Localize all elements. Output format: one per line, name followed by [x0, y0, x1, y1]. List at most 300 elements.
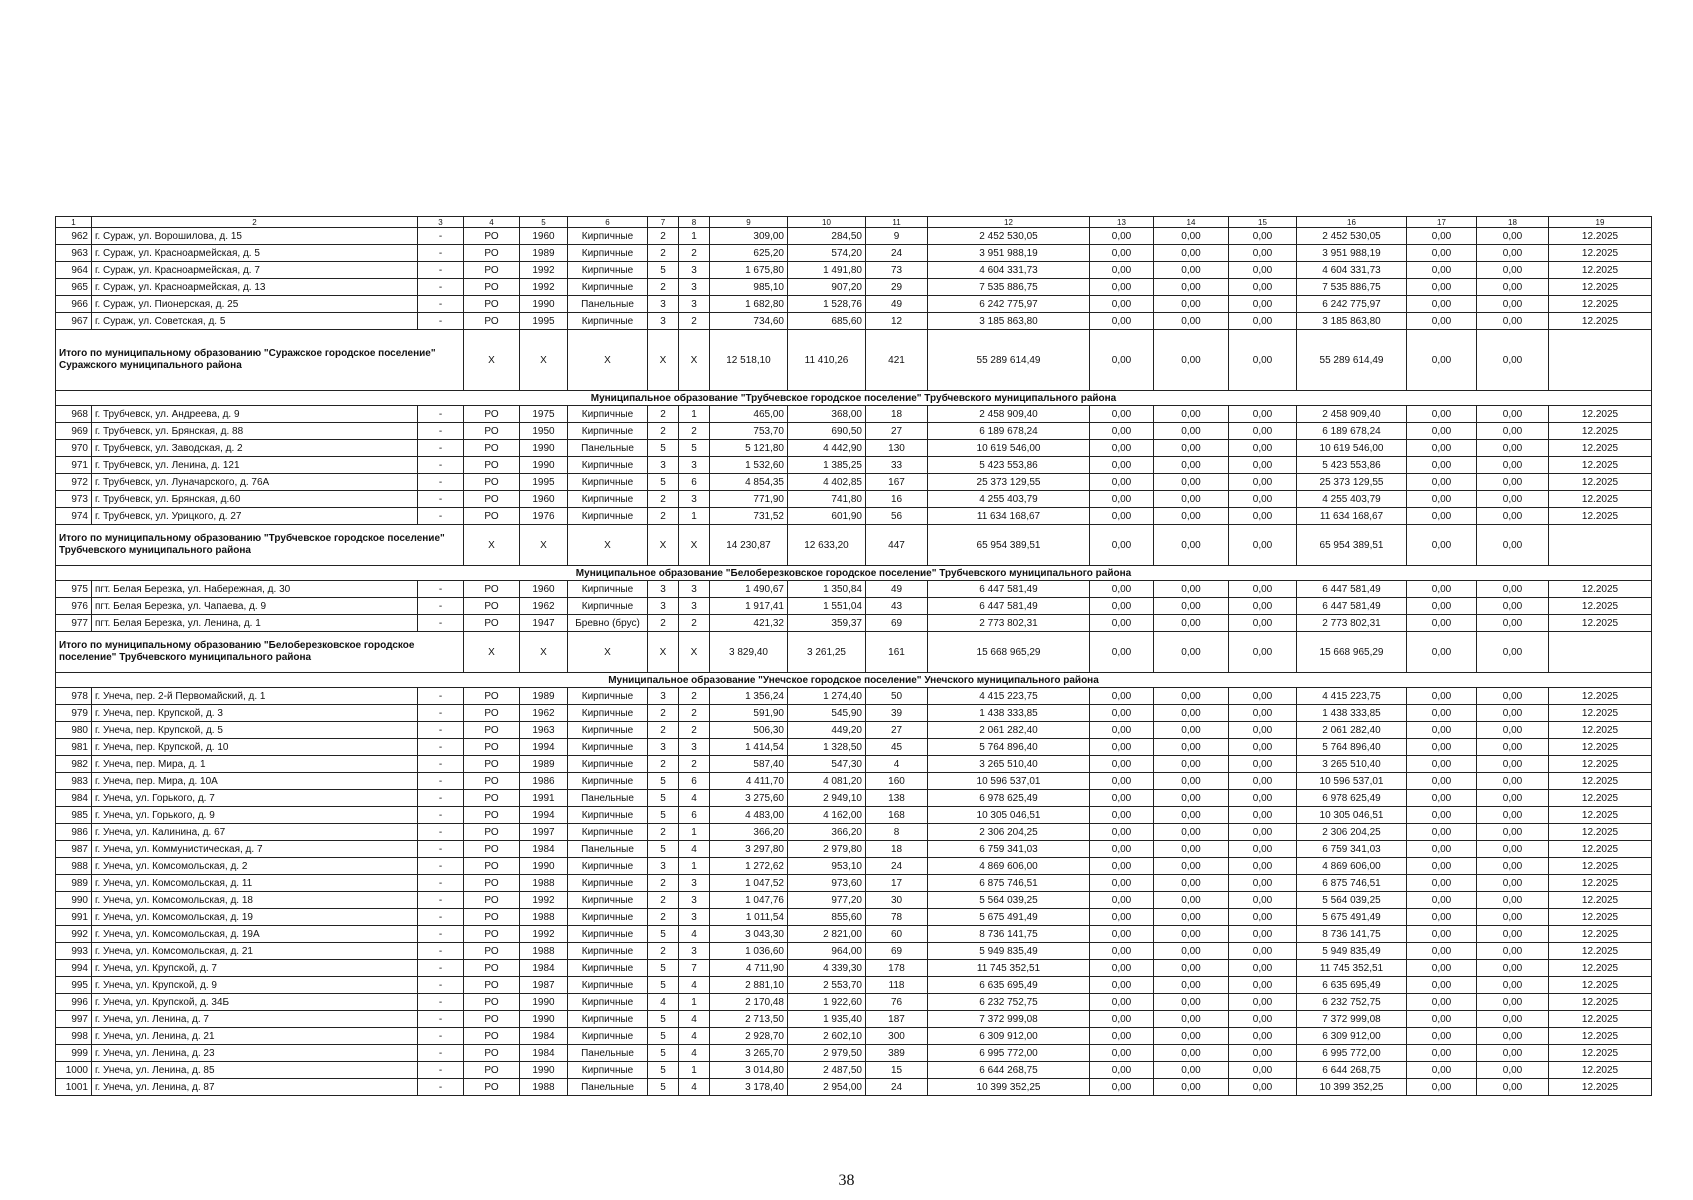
total-area-cell: 465,00 — [710, 406, 788, 423]
wall-material-cell: Кирпичные — [568, 1062, 648, 1079]
wall-material-cell: Панельные — [568, 841, 648, 858]
floors-cell: 2 — [648, 406, 679, 423]
col14-cell: 0,00 — [1154, 994, 1229, 1011]
entrances-cell: 4 — [679, 926, 710, 943]
col4-cell: РО — [464, 598, 520, 615]
col15-cell: 0,00 — [1229, 722, 1297, 739]
col17-cell: 0,00 — [1407, 296, 1477, 313]
col16-cell: 3 265 510,40 — [1297, 756, 1407, 773]
cost-cell: 5 949 835,49 — [928, 943, 1090, 960]
floors-cell: 5 — [648, 926, 679, 943]
col16-cell: 4 869 606,00 — [1297, 858, 1407, 875]
entrances-cell: 4 — [679, 790, 710, 807]
year-cell: 1994 — [520, 807, 568, 824]
column-number: 18 — [1477, 217, 1549, 228]
wall-material-cell: Кирпичные — [568, 406, 648, 423]
col3-cell: - — [418, 824, 464, 841]
col18-cell: 0,00 — [1477, 440, 1549, 457]
floors-cell: 5 — [648, 440, 679, 457]
date-cell — [1549, 330, 1652, 391]
col16-cell: 6 644 268,75 — [1297, 1062, 1407, 1079]
col4-cell: РО — [464, 406, 520, 423]
table-row — [56, 790, 1652, 807]
floors-cell: 2 — [648, 423, 679, 440]
col4-cell: РО — [464, 313, 520, 330]
entrances-cell: 1 — [679, 824, 710, 841]
col18-cell: 0,00 — [1477, 423, 1549, 440]
address-cell: г. Унеча, ул. Горького, д. 7 — [92, 790, 418, 807]
cost-cell: 2 306 204,25 — [928, 824, 1090, 841]
subtotal-row — [56, 632, 1652, 673]
residential-area-cell: 2 553,70 — [788, 977, 866, 994]
col4-cell: РО — [464, 1062, 520, 1079]
col3-cell: - — [418, 960, 464, 977]
col3-cell: - — [418, 296, 464, 313]
year-cell: 1984 — [520, 1045, 568, 1062]
col4-cell: РО — [464, 508, 520, 525]
date-cell: 12.2025 — [1549, 926, 1652, 943]
col17-cell: 0,00 — [1407, 440, 1477, 457]
column-number: 9 — [710, 217, 788, 228]
year-cell: 1992 — [520, 892, 568, 909]
col3-cell: - — [418, 228, 464, 245]
col3-cell: - — [418, 841, 464, 858]
col3-cell: - — [418, 598, 464, 615]
col13-cell: 0,00 — [1090, 581, 1154, 598]
table-row — [56, 977, 1652, 994]
residential-area-cell: 2 487,50 — [788, 1062, 866, 1079]
residential-area-cell: 359,37 — [788, 615, 866, 632]
col16-cell: 5 564 039,25 — [1297, 892, 1407, 909]
year-cell: 1987 — [520, 977, 568, 994]
column-number: 1 — [56, 217, 92, 228]
col17-cell: 0,00 — [1407, 474, 1477, 491]
address-cell: г. Трубчевск, ул. Андреева, д. 9 — [92, 406, 418, 423]
col14-cell: 0,00 — [1154, 245, 1229, 262]
residential-area-cell: 2 949,10 — [788, 790, 866, 807]
col14-cell: 0,00 — [1154, 406, 1229, 423]
year-cell: 1990 — [520, 1011, 568, 1028]
row-number: 999 — [56, 1045, 92, 1062]
residents-cell: 421 — [866, 330, 928, 391]
subtotal-row — [56, 330, 1652, 391]
wall-material-cell: Панельные — [568, 296, 648, 313]
col18-cell: 0,00 — [1477, 1079, 1549, 1096]
floors-cell: 5 — [648, 1011, 679, 1028]
entrances-cell: 2 — [679, 423, 710, 440]
cost-cell: 6 759 341,03 — [928, 841, 1090, 858]
section-title: Муниципальное образование "Белоберезковское городское поселение" Трубчевского муниципального района — [56, 566, 1652, 581]
wall-material-cell: Кирпичные — [568, 688, 648, 705]
row-number: 973 — [56, 491, 92, 508]
residents-cell: 24 — [866, 1079, 928, 1096]
cost-cell: 6 995 772,00 — [928, 1045, 1090, 1062]
wall-material-cell: Кирпичные — [568, 245, 648, 262]
col4-cell: РО — [464, 688, 520, 705]
col13-cell: 0,00 — [1090, 994, 1154, 1011]
year-cell: 1992 — [520, 262, 568, 279]
residents-cell: 29 — [866, 279, 928, 296]
col13-cell: 0,00 — [1090, 909, 1154, 926]
col17-cell: 0,00 — [1407, 790, 1477, 807]
entrances-cell: 3 — [679, 457, 710, 474]
cost-cell: 5 675 491,49 — [928, 909, 1090, 926]
col14-cell: 0,00 — [1154, 926, 1229, 943]
address-cell: г. Унеча, ул. Ленина, д. 85 — [92, 1062, 418, 1079]
col17-cell: 0,00 — [1407, 994, 1477, 1011]
col13-cell: 0,00 — [1090, 773, 1154, 790]
col16-cell: 2 452 530,05 — [1297, 228, 1407, 245]
row-number: 998 — [56, 1028, 92, 1045]
col17-cell: 0,00 — [1407, 491, 1477, 508]
row-number: 968 — [56, 406, 92, 423]
residential-area-cell: 964,00 — [788, 943, 866, 960]
address-cell: г. Унеча, пер. 2-й Первомайский, д. 1 — [92, 688, 418, 705]
total-area-cell: 5 121,80 — [710, 440, 788, 457]
year-cell: 1989 — [520, 756, 568, 773]
residents-cell: 30 — [866, 892, 928, 909]
address-cell: г. Унеча, ул. Комсомольская, д. 19А — [92, 926, 418, 943]
col16-cell: 5 949 835,49 — [1297, 943, 1407, 960]
col3-cell: - — [418, 406, 464, 423]
date-cell: 12.2025 — [1549, 423, 1652, 440]
address-cell: пгт. Белая Березка, ул. Набережная, д. 30 — [92, 581, 418, 598]
wall-material-cell: Кирпичные — [568, 858, 648, 875]
col15-cell: 0,00 — [1229, 1028, 1297, 1045]
table-row — [56, 440, 1652, 457]
col18-cell: 0,00 — [1477, 756, 1549, 773]
col15-cell: 0,00 — [1229, 525, 1297, 566]
row-number: 977 — [56, 615, 92, 632]
address-cell: г. Сураж, ул. Пионерская, д. 25 — [92, 296, 418, 313]
table-row — [56, 892, 1652, 909]
residential-area-cell: 1 528,76 — [788, 296, 866, 313]
col13-cell: 0,00 — [1090, 598, 1154, 615]
floors-cell: X — [648, 330, 679, 391]
table-row — [56, 705, 1652, 722]
address-cell: г. Унеча, ул. Крупской, д. 7 — [92, 960, 418, 977]
col13-cell: 0,00 — [1090, 279, 1154, 296]
floors-cell: 3 — [648, 296, 679, 313]
residential-area-cell: 685,60 — [788, 313, 866, 330]
column-number: 14 — [1154, 217, 1229, 228]
cost-cell: 10 619 546,00 — [928, 440, 1090, 457]
col13-cell: 0,00 — [1090, 508, 1154, 525]
col3-cell: - — [418, 875, 464, 892]
residential-area-cell: 368,00 — [788, 406, 866, 423]
col3-cell: - — [418, 739, 464, 756]
total-area-cell: 1 682,80 — [710, 296, 788, 313]
section-header-row — [56, 391, 1652, 406]
cost-cell: 2 458 909,40 — [928, 406, 1090, 423]
col16-cell: 3 185 863,80 — [1297, 313, 1407, 330]
residential-area-cell: 4 402,85 — [788, 474, 866, 491]
address-cell: г. Трубчевск, ул. Луначарского, д. 76А — [92, 474, 418, 491]
floors-cell: 4 — [648, 994, 679, 1011]
col14-cell: 0,00 — [1154, 279, 1229, 296]
col4-cell: РО — [464, 943, 520, 960]
cost-cell: 6 875 746,51 — [928, 875, 1090, 892]
col17-cell: 0,00 — [1407, 615, 1477, 632]
col3-cell: - — [418, 245, 464, 262]
address-cell: г. Унеча, ул. Комсомольская, д. 18 — [92, 892, 418, 909]
col13-cell: 0,00 — [1090, 440, 1154, 457]
wall-material-cell: Кирпичные — [568, 773, 648, 790]
col18-cell: 0,00 — [1477, 508, 1549, 525]
date-cell: 12.2025 — [1549, 1079, 1652, 1096]
year-cell: 1986 — [520, 773, 568, 790]
residents-cell: 27 — [866, 722, 928, 739]
col14-cell: 0,00 — [1154, 440, 1229, 457]
col14-cell: 0,00 — [1154, 841, 1229, 858]
entrances-cell: 2 — [679, 245, 710, 262]
date-cell: 12.2025 — [1549, 228, 1652, 245]
table-row — [56, 756, 1652, 773]
col16-cell: 2 458 909,40 — [1297, 406, 1407, 423]
subtotal-row — [56, 525, 1652, 566]
col15-cell: 0,00 — [1229, 615, 1297, 632]
col14-cell: 0,00 — [1154, 330, 1229, 391]
address-cell: г. Унеча, ул. Крупской, д. 9 — [92, 977, 418, 994]
col14-cell: 0,00 — [1154, 423, 1229, 440]
col13-cell: 0,00 — [1090, 491, 1154, 508]
col15-cell: 0,00 — [1229, 330, 1297, 391]
date-cell: 12.2025 — [1549, 279, 1652, 296]
entrances-cell: 2 — [679, 722, 710, 739]
col15-cell: 0,00 — [1229, 977, 1297, 994]
date-cell: 12.2025 — [1549, 508, 1652, 525]
residents-cell: 69 — [866, 943, 928, 960]
address-cell: г. Унеча, ул. Ленина, д. 87 — [92, 1079, 418, 1096]
col3-cell: - — [418, 994, 464, 1011]
col15-cell: 0,00 — [1229, 491, 1297, 508]
col14-cell: 0,00 — [1154, 875, 1229, 892]
row-number: 996 — [56, 994, 92, 1011]
cost-cell: 6 309 912,00 — [928, 1028, 1090, 1045]
col15-cell: 0,00 — [1229, 508, 1297, 525]
residential-area-cell: 574,20 — [788, 245, 866, 262]
col15-cell: 0,00 — [1229, 1011, 1297, 1028]
total-area-cell: 1 532,60 — [710, 457, 788, 474]
col3-cell: - — [418, 423, 464, 440]
residents-cell: 300 — [866, 1028, 928, 1045]
year-cell: 1990 — [520, 1062, 568, 1079]
row-number: 986 — [56, 824, 92, 841]
entrances-cell: 6 — [679, 773, 710, 790]
table-row — [56, 1062, 1652, 1079]
residents-cell: 8 — [866, 824, 928, 841]
address-cell: г. Сураж, ул. Красноармейская, д. 5 — [92, 245, 418, 262]
total-area-cell: 591,90 — [710, 705, 788, 722]
col18-cell: 0,00 — [1477, 722, 1549, 739]
col14-cell: 0,00 — [1154, 474, 1229, 491]
residents-cell: 73 — [866, 262, 928, 279]
cost-cell: 25 373 129,55 — [928, 474, 1090, 491]
residential-area-cell: 4 442,90 — [788, 440, 866, 457]
col17-cell: 0,00 — [1407, 508, 1477, 525]
col14-cell: 0,00 — [1154, 1079, 1229, 1096]
col13-cell: 0,00 — [1090, 756, 1154, 773]
col16-cell: 55 289 614,49 — [1297, 330, 1407, 391]
col14-cell: 0,00 — [1154, 892, 1229, 909]
address-cell: г. Унеча, ул. Калинина, д. 67 — [92, 824, 418, 841]
total-area-cell: 4 411,70 — [710, 773, 788, 790]
col4-cell: РО — [464, 756, 520, 773]
col3-cell: - — [418, 313, 464, 330]
wall-material-cell: X — [568, 525, 648, 566]
year-cell: 1990 — [520, 858, 568, 875]
year-cell: 1947 — [520, 615, 568, 632]
year-cell: 1984 — [520, 960, 568, 977]
col3-cell: - — [418, 892, 464, 909]
wall-material-cell: Кирпичные — [568, 875, 648, 892]
wall-material-cell: Кирпичные — [568, 423, 648, 440]
wall-material-cell: Кирпичные — [568, 262, 648, 279]
col18-cell: 0,00 — [1477, 245, 1549, 262]
date-cell: 12.2025 — [1549, 406, 1652, 423]
section-header-row — [56, 566, 1652, 581]
table-row — [56, 245, 1652, 262]
cost-cell: 65 954 389,51 — [928, 525, 1090, 566]
col13-cell: 0,00 — [1090, 858, 1154, 875]
col14-cell: 0,00 — [1154, 262, 1229, 279]
address-cell: г. Сураж, ул. Красноармейская, д. 7 — [92, 262, 418, 279]
col4-cell: РО — [464, 581, 520, 598]
entrances-cell: 3 — [679, 943, 710, 960]
col17-cell: 0,00 — [1407, 1011, 1477, 1028]
col4-cell: РО — [464, 457, 520, 474]
col18-cell: 0,00 — [1477, 525, 1549, 566]
wall-material-cell: Панельные — [568, 440, 648, 457]
col3-cell: - — [418, 1028, 464, 1045]
row-number: 983 — [56, 773, 92, 790]
residents-cell: 78 — [866, 909, 928, 926]
col14-cell: 0,00 — [1154, 581, 1229, 598]
cost-cell: 10 399 352,25 — [928, 1079, 1090, 1096]
date-cell: 12.2025 — [1549, 841, 1652, 858]
floors-cell: 2 — [648, 705, 679, 722]
col13-cell: 0,00 — [1090, 943, 1154, 960]
col17-cell: 0,00 — [1407, 1028, 1477, 1045]
col13-cell: 0,00 — [1090, 406, 1154, 423]
total-area-cell: 3 178,40 — [710, 1079, 788, 1096]
wall-material-cell: Кирпичные — [568, 807, 648, 824]
table-row — [56, 508, 1652, 525]
col18-cell: 0,00 — [1477, 739, 1549, 756]
table-row — [56, 313, 1652, 330]
total-area-cell: 731,52 — [710, 508, 788, 525]
entrances-cell: 6 — [679, 474, 710, 491]
residential-area-cell: 2 979,80 — [788, 841, 866, 858]
col16-cell: 6 875 746,51 — [1297, 875, 1407, 892]
col15-cell: 0,00 — [1229, 262, 1297, 279]
column-number: 16 — [1297, 217, 1407, 228]
col16-cell: 2 306 204,25 — [1297, 824, 1407, 841]
col4-cell: РО — [464, 892, 520, 909]
residential-area-cell: 741,80 — [788, 491, 866, 508]
cost-cell: 2 773 802,31 — [928, 615, 1090, 632]
date-cell: 12.2025 — [1549, 875, 1652, 892]
table-row — [56, 279, 1652, 296]
col15-cell: 0,00 — [1229, 632, 1297, 673]
total-area-cell: 309,00 — [710, 228, 788, 245]
residents-cell: 33 — [866, 457, 928, 474]
date-cell: 12.2025 — [1549, 457, 1652, 474]
table-row — [56, 1045, 1652, 1062]
residential-area-cell: 1 274,40 — [788, 688, 866, 705]
col14-cell: 0,00 — [1154, 313, 1229, 330]
year-cell: 1990 — [520, 457, 568, 474]
col17-cell: 0,00 — [1407, 977, 1477, 994]
total-area-cell: 771,90 — [710, 491, 788, 508]
entrances-cell: 3 — [679, 739, 710, 756]
col16-cell: 11 745 352,51 — [1297, 960, 1407, 977]
col4-cell: РО — [464, 228, 520, 245]
col4-cell: РО — [464, 994, 520, 1011]
entrances-cell: 4 — [679, 1045, 710, 1062]
wall-material-cell: Кирпичные — [568, 943, 648, 960]
date-cell: 12.2025 — [1549, 1045, 1652, 1062]
col18-cell: 0,00 — [1477, 1062, 1549, 1079]
address-cell: г. Трубчевск, ул. Ленина, д. 121 — [92, 457, 418, 474]
address-cell: г. Унеча, ул. Комсомольская, д. 19 — [92, 909, 418, 926]
total-area-cell: 4 483,00 — [710, 807, 788, 824]
col14-cell: 0,00 — [1154, 525, 1229, 566]
residential-area-cell: 284,50 — [788, 228, 866, 245]
residents-cell: 17 — [866, 875, 928, 892]
col17-cell: 0,00 — [1407, 632, 1477, 673]
address-cell: пгт. Белая Березка, ул. Ленина, д. 1 — [92, 615, 418, 632]
total-area-cell: 3 014,80 — [710, 1062, 788, 1079]
residents-cell: 168 — [866, 807, 928, 824]
row-number: 981 — [56, 739, 92, 756]
residents-cell: 56 — [866, 508, 928, 525]
date-cell: 12.2025 — [1549, 858, 1652, 875]
date-cell: 12.2025 — [1549, 977, 1652, 994]
col17-cell: 0,00 — [1407, 1079, 1477, 1096]
address-cell: г. Унеча, ул. Крупской, д. 34Б — [92, 994, 418, 1011]
cost-cell: 4 415 223,75 — [928, 688, 1090, 705]
col4-cell: РО — [464, 790, 520, 807]
col13-cell: 0,00 — [1090, 739, 1154, 756]
col14-cell: 0,00 — [1154, 739, 1229, 756]
col18-cell: 0,00 — [1477, 1045, 1549, 1062]
residents-cell: 18 — [866, 406, 928, 423]
col4-cell: X — [464, 632, 520, 673]
row-number: 989 — [56, 875, 92, 892]
col4-cell: РО — [464, 1079, 520, 1096]
entrances-cell: X — [679, 330, 710, 391]
address-cell: г. Унеча, пер. Мира, д. 10А — [92, 773, 418, 790]
col17-cell: 0,00 — [1407, 875, 1477, 892]
col18-cell: 0,00 — [1477, 773, 1549, 790]
wall-material-cell: Панельные — [568, 1045, 648, 1062]
table-row — [56, 926, 1652, 943]
col4-cell: РО — [464, 841, 520, 858]
col15-cell: 0,00 — [1229, 807, 1297, 824]
table-row — [56, 943, 1652, 960]
col15-cell: 0,00 — [1229, 581, 1297, 598]
col14-cell: 0,00 — [1154, 1062, 1229, 1079]
date-cell — [1549, 525, 1652, 566]
residents-cell: 161 — [866, 632, 928, 673]
col16-cell: 6 978 625,49 — [1297, 790, 1407, 807]
total-area-cell: 3 297,80 — [710, 841, 788, 858]
col14-cell: 0,00 — [1154, 491, 1229, 508]
col15-cell: 0,00 — [1229, 245, 1297, 262]
col15-cell: 0,00 — [1229, 313, 1297, 330]
col13-cell: 0,00 — [1090, 615, 1154, 632]
